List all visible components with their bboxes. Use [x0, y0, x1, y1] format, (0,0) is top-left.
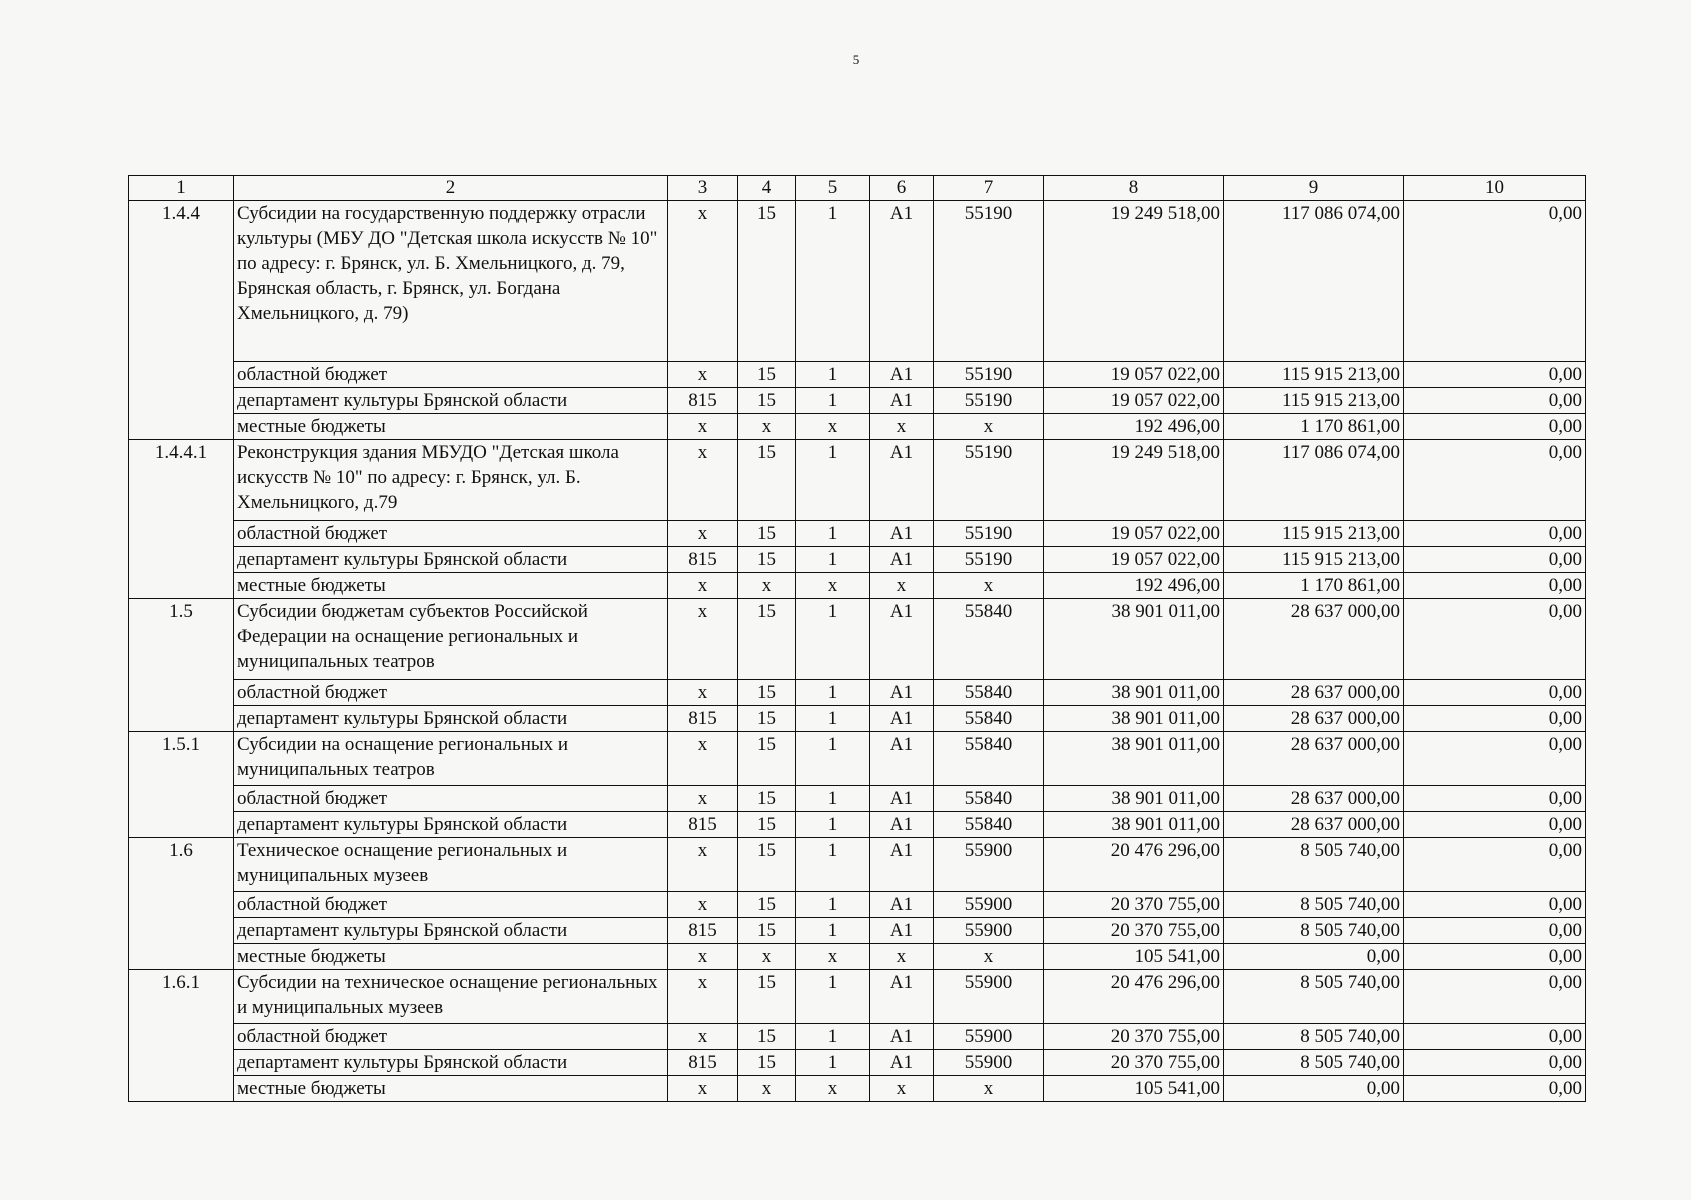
budget-table: [128, 175, 1586, 1102]
item-name: местные бюджеты: [234, 1076, 668, 1102]
col-7-cell: 55840: [934, 706, 1044, 732]
col-8-amount: 38 901 011,00: [1044, 812, 1224, 838]
col-3-cell: x: [668, 414, 738, 440]
item-name: Субсидии бюджетам субъектов Российской Федерации на оснащение региональных и муниципальных театров: [234, 599, 668, 680]
col-7-cell: 55190: [934, 440, 1044, 521]
col-10-amount: 0,00: [1404, 388, 1586, 414]
col-9-amount: 1 170 861,00: [1224, 414, 1404, 440]
col-3-cell: 815: [668, 918, 738, 944]
col-8-amount: 19 249 518,00: [1044, 440, 1224, 521]
col-8-amount: 19 057 022,00: [1044, 521, 1224, 547]
item-name: областной бюджет: [234, 786, 668, 812]
col-4-cell: 15: [738, 362, 796, 388]
col-3-cell: x: [668, 732, 738, 786]
col-3-cell: 815: [668, 1050, 738, 1076]
table-row: [129, 786, 1586, 812]
col-8-amount: 20 370 755,00: [1044, 892, 1224, 918]
col-5-cell: 1: [796, 812, 870, 838]
col-6-cell: A1: [870, 812, 934, 838]
item-name: департамент культуры Брянской области: [234, 1050, 668, 1076]
col-5-cell: 1: [796, 1024, 870, 1050]
col-8-amount: 19 249 518,00: [1044, 201, 1224, 362]
item-name: местные бюджеты: [234, 414, 668, 440]
col-8-amount: 192 496,00: [1044, 573, 1224, 599]
item-number: 1.4.4: [129, 201, 234, 440]
col-8-amount: 38 901 011,00: [1044, 706, 1224, 732]
col-5-cell: 1: [796, 388, 870, 414]
col-4-cell: 15: [738, 547, 796, 573]
col-8-amount: 105 541,00: [1044, 944, 1224, 970]
table-row: [129, 812, 1586, 838]
col-7-cell: 55840: [934, 599, 1044, 680]
col-7-cell: 55900: [934, 970, 1044, 1024]
col-7-cell: 55840: [934, 680, 1044, 706]
table-row: [129, 838, 1586, 892]
col-6-cell: A1: [870, 838, 934, 892]
col-7-cell: 55900: [934, 1024, 1044, 1050]
col-8-amount: 20 370 755,00: [1044, 1050, 1224, 1076]
col-3-cell: x: [668, 1024, 738, 1050]
col-6-cell: A1: [870, 918, 934, 944]
table-row: [129, 732, 1586, 786]
table-row: [129, 201, 1586, 362]
header-col-6: 6: [870, 176, 934, 201]
item-name: департамент культуры Брянской области: [234, 547, 668, 573]
col-9-amount: 8 505 740,00: [1224, 1050, 1404, 1076]
col-3-cell: x: [668, 201, 738, 362]
col-4-cell: 15: [738, 786, 796, 812]
col-8-amount: 105 541,00: [1044, 1076, 1224, 1102]
col-3-cell: x: [668, 786, 738, 812]
table-row: [129, 1076, 1586, 1102]
header-col-1: 1: [129, 176, 234, 201]
col-4-cell: 15: [738, 440, 796, 521]
col-4-cell: 15: [738, 680, 796, 706]
col-6-cell: A1: [870, 388, 934, 414]
col-4-cell: x: [738, 573, 796, 599]
item-name: Реконструкция здания МБУДО "Детская школа искусств № 10" по адресу: г. Брянск, ул. Б. Хмельницкого, д.79: [234, 440, 668, 521]
item-name: областной бюджет: [234, 521, 668, 547]
col-5-cell: 1: [796, 838, 870, 892]
col-5-cell: 1: [796, 732, 870, 786]
col-10-amount: 0,00: [1404, 812, 1586, 838]
col-3-cell: x: [668, 362, 738, 388]
col-5-cell: 1: [796, 1050, 870, 1076]
table-row: [129, 1050, 1586, 1076]
col-7-cell: 55900: [934, 838, 1044, 892]
col-10-amount: 0,00: [1404, 440, 1586, 521]
col-4-cell: 15: [738, 599, 796, 680]
item-number: 1.6: [129, 838, 234, 970]
item-name: местные бюджеты: [234, 573, 668, 599]
col-3-cell: 815: [668, 547, 738, 573]
header-col-7: 7: [934, 176, 1044, 201]
item-name: Субсидии на государственную поддержку отрасли культуры (МБУ ДО "Детская школа искусств № 10" по адресу: г. Брянск, ул. Б. Хмельницкого, д. 79, Брянская область, г. Брянск, ул. Богдана Хмельницкого, д. 79): [234, 201, 668, 362]
col-3-cell: x: [668, 599, 738, 680]
table-row: [129, 547, 1586, 573]
col-6-cell: A1: [870, 892, 934, 918]
col-6-cell: A1: [870, 1050, 934, 1076]
table-row: [129, 573, 1586, 599]
col-10-amount: 0,00: [1404, 362, 1586, 388]
col-8-amount: 38 901 011,00: [1044, 732, 1224, 786]
col-5-cell: 1: [796, 786, 870, 812]
col-7-cell: 55900: [934, 892, 1044, 918]
item-name: департамент культуры Брянской области: [234, 706, 668, 732]
col-5-cell: 1: [796, 362, 870, 388]
item-number: 1.5.1: [129, 732, 234, 838]
col-7-cell: x: [934, 944, 1044, 970]
col-7-cell: 55190: [934, 388, 1044, 414]
table-row: [129, 362, 1586, 388]
col-7-cell: 55190: [934, 201, 1044, 362]
col-4-cell: 15: [738, 521, 796, 547]
col-8-amount: 20 370 755,00: [1044, 1024, 1224, 1050]
col-4-cell: 15: [738, 1024, 796, 1050]
table-row: [129, 970, 1586, 1024]
col-9-amount: 8 505 740,00: [1224, 1024, 1404, 1050]
col-6-cell: x: [870, 573, 934, 599]
col-10-amount: 0,00: [1404, 732, 1586, 786]
col-8-amount: 192 496,00: [1044, 414, 1224, 440]
col-10-amount: 0,00: [1404, 1050, 1586, 1076]
col-5-cell: 1: [796, 440, 870, 521]
col-6-cell: A1: [870, 440, 934, 521]
col-8-amount: 38 901 011,00: [1044, 680, 1224, 706]
col-6-cell: A1: [870, 1024, 934, 1050]
col-8-amount: 19 057 022,00: [1044, 547, 1224, 573]
col-10-amount: 0,00: [1404, 1024, 1586, 1050]
col-9-amount: 8 505 740,00: [1224, 918, 1404, 944]
col-6-cell: A1: [870, 680, 934, 706]
col-3-cell: x: [668, 521, 738, 547]
col-5-cell: 1: [796, 599, 870, 680]
col-5-cell: 1: [796, 680, 870, 706]
col-9-amount: 115 915 213,00: [1224, 362, 1404, 388]
item-name: областной бюджет: [234, 680, 668, 706]
table-row: [129, 599, 1586, 680]
item-name: Субсидии на техническое оснащение региональных и муниципальных музеев: [234, 970, 668, 1024]
table-row: [129, 1024, 1586, 1050]
table-row: [129, 892, 1586, 918]
col-9-amount: 1 170 861,00: [1224, 573, 1404, 599]
col-3-cell: x: [668, 680, 738, 706]
col-4-cell: 15: [738, 1050, 796, 1076]
col-5-cell: 1: [796, 201, 870, 362]
col-5-cell: x: [796, 414, 870, 440]
col-6-cell: A1: [870, 521, 934, 547]
col-6-cell: A1: [870, 547, 934, 573]
col-4-cell: 15: [738, 812, 796, 838]
item-name: департамент культуры Брянской области: [234, 388, 668, 414]
col-7-cell: x: [934, 573, 1044, 599]
item-name: Субсидии на оснащение региональных и муниципальных театров: [234, 732, 668, 786]
col-10-amount: 0,00: [1404, 892, 1586, 918]
col-6-cell: A1: [870, 732, 934, 786]
col-10-amount: 0,00: [1404, 838, 1586, 892]
col-8-amount: 20 370 755,00: [1044, 918, 1224, 944]
table-row: [129, 388, 1586, 414]
col-10-amount: 0,00: [1404, 1076, 1586, 1102]
col-9-amount: 28 637 000,00: [1224, 812, 1404, 838]
col-10-amount: 0,00: [1404, 970, 1586, 1024]
col-6-cell: x: [870, 944, 934, 970]
table-row: [129, 918, 1586, 944]
col-9-amount: 28 637 000,00: [1224, 706, 1404, 732]
col-7-cell: 55840: [934, 786, 1044, 812]
col-5-cell: 1: [796, 892, 870, 918]
col-5-cell: x: [796, 1076, 870, 1102]
col-3-cell: 815: [668, 812, 738, 838]
col-3-cell: x: [668, 573, 738, 599]
col-9-amount: 28 637 000,00: [1224, 786, 1404, 812]
table-row: [129, 521, 1586, 547]
col-4-cell: 15: [738, 918, 796, 944]
item-name: департамент культуры Брянской области: [234, 812, 668, 838]
col-9-amount: 117 086 074,00: [1224, 440, 1404, 521]
col-10-amount: 0,00: [1404, 786, 1586, 812]
col-6-cell: A1: [870, 786, 934, 812]
table-row: [129, 944, 1586, 970]
col-7-cell: 55190: [934, 547, 1044, 573]
col-3-cell: x: [668, 892, 738, 918]
col-4-cell: x: [738, 944, 796, 970]
table-row: [129, 706, 1586, 732]
col-4-cell: x: [738, 414, 796, 440]
col-7-cell: 55840: [934, 812, 1044, 838]
col-10-amount: 0,00: [1404, 944, 1586, 970]
col-8-amount: 38 901 011,00: [1044, 786, 1224, 812]
item-name: областной бюджет: [234, 892, 668, 918]
col-9-amount: 8 505 740,00: [1224, 838, 1404, 892]
col-3-cell: 815: [668, 388, 738, 414]
col-10-amount: 0,00: [1404, 680, 1586, 706]
col-6-cell: x: [870, 1076, 934, 1102]
header-col-3: 3: [668, 176, 738, 201]
item-name: областной бюджет: [234, 1024, 668, 1050]
header-col-10: 10: [1404, 176, 1586, 201]
col-10-amount: 0,00: [1404, 547, 1586, 573]
col-7-cell: 55190: [934, 362, 1044, 388]
item-name: департамент культуры Брянской области: [234, 918, 668, 944]
col-3-cell: 815: [668, 706, 738, 732]
col-5-cell: 1: [796, 918, 870, 944]
header-col-5: 5: [796, 176, 870, 201]
col-5-cell: 1: [796, 970, 870, 1024]
header-col-2: 2: [234, 176, 668, 201]
table-body: [129, 201, 1586, 1102]
header-col-4: 4: [738, 176, 796, 201]
header-col-8: 8: [1044, 176, 1224, 201]
table-row: [129, 440, 1586, 521]
col-10-amount: 0,00: [1404, 521, 1586, 547]
header-col-9: 9: [1224, 176, 1404, 201]
col-9-amount: 0,00: [1224, 944, 1404, 970]
col-6-cell: A1: [870, 362, 934, 388]
col-7-cell: x: [934, 1076, 1044, 1102]
col-8-amount: 19 057 022,00: [1044, 362, 1224, 388]
col-8-amount: 38 901 011,00: [1044, 599, 1224, 680]
col-5-cell: x: [796, 944, 870, 970]
col-6-cell: A1: [870, 706, 934, 732]
col-5-cell: 1: [796, 521, 870, 547]
col-9-amount: 0,00: [1224, 1076, 1404, 1102]
col-3-cell: x: [668, 1076, 738, 1102]
col-6-cell: x: [870, 414, 934, 440]
col-4-cell: 15: [738, 732, 796, 786]
col-9-amount: 28 637 000,00: [1224, 680, 1404, 706]
col-3-cell: x: [668, 838, 738, 892]
col-7-cell: 55190: [934, 521, 1044, 547]
col-9-amount: 8 505 740,00: [1224, 970, 1404, 1024]
header-row: [129, 176, 1586, 201]
col-10-amount: 0,00: [1404, 573, 1586, 599]
col-9-amount: 115 915 213,00: [1224, 547, 1404, 573]
table-row: [129, 680, 1586, 706]
item-name: местные бюджеты: [234, 944, 668, 970]
col-4-cell: 15: [738, 970, 796, 1024]
col-4-cell: 15: [738, 201, 796, 362]
item-name: Техническое оснащение региональных и муниципальных музеев: [234, 838, 668, 892]
col-5-cell: 1: [796, 547, 870, 573]
col-7-cell: 55900: [934, 918, 1044, 944]
col-7-cell: 55900: [934, 1050, 1044, 1076]
col-4-cell: x: [738, 1076, 796, 1102]
col-4-cell: 15: [738, 388, 796, 414]
col-3-cell: x: [668, 944, 738, 970]
col-4-cell: 15: [738, 706, 796, 732]
col-10-amount: 0,00: [1404, 599, 1586, 680]
col-6-cell: A1: [870, 201, 934, 362]
col-9-amount: 117 086 074,00: [1224, 201, 1404, 362]
col-10-amount: 0,00: [1404, 201, 1586, 362]
col-9-amount: 28 637 000,00: [1224, 732, 1404, 786]
col-8-amount: 20 476 296,00: [1044, 970, 1224, 1024]
item-number: 1.6.1: [129, 970, 234, 1102]
col-9-amount: 28 637 000,00: [1224, 599, 1404, 680]
col-10-amount: 0,00: [1404, 414, 1586, 440]
col-6-cell: A1: [870, 599, 934, 680]
col-3-cell: x: [668, 440, 738, 521]
col-5-cell: x: [796, 573, 870, 599]
col-8-amount: 20 476 296,00: [1044, 838, 1224, 892]
col-8-amount: 19 057 022,00: [1044, 388, 1224, 414]
col-9-amount: 115 915 213,00: [1224, 521, 1404, 547]
table-row: [129, 414, 1586, 440]
col-6-cell: A1: [870, 970, 934, 1024]
col-9-amount: 115 915 213,00: [1224, 388, 1404, 414]
col-4-cell: 15: [738, 892, 796, 918]
col-3-cell: x: [668, 970, 738, 1024]
col-10-amount: 0,00: [1404, 706, 1586, 732]
col-7-cell: x: [934, 414, 1044, 440]
col-7-cell: 55840: [934, 732, 1044, 786]
col-10-amount: 0,00: [1404, 918, 1586, 944]
col-4-cell: 15: [738, 838, 796, 892]
item-number: 1.5: [129, 599, 234, 732]
item-name: областной бюджет: [234, 362, 668, 388]
page-number: 5: [852, 52, 860, 67]
item-number: 1.4.4.1: [129, 440, 234, 599]
col-5-cell: 1: [796, 706, 870, 732]
col-9-amount: 8 505 740,00: [1224, 892, 1404, 918]
